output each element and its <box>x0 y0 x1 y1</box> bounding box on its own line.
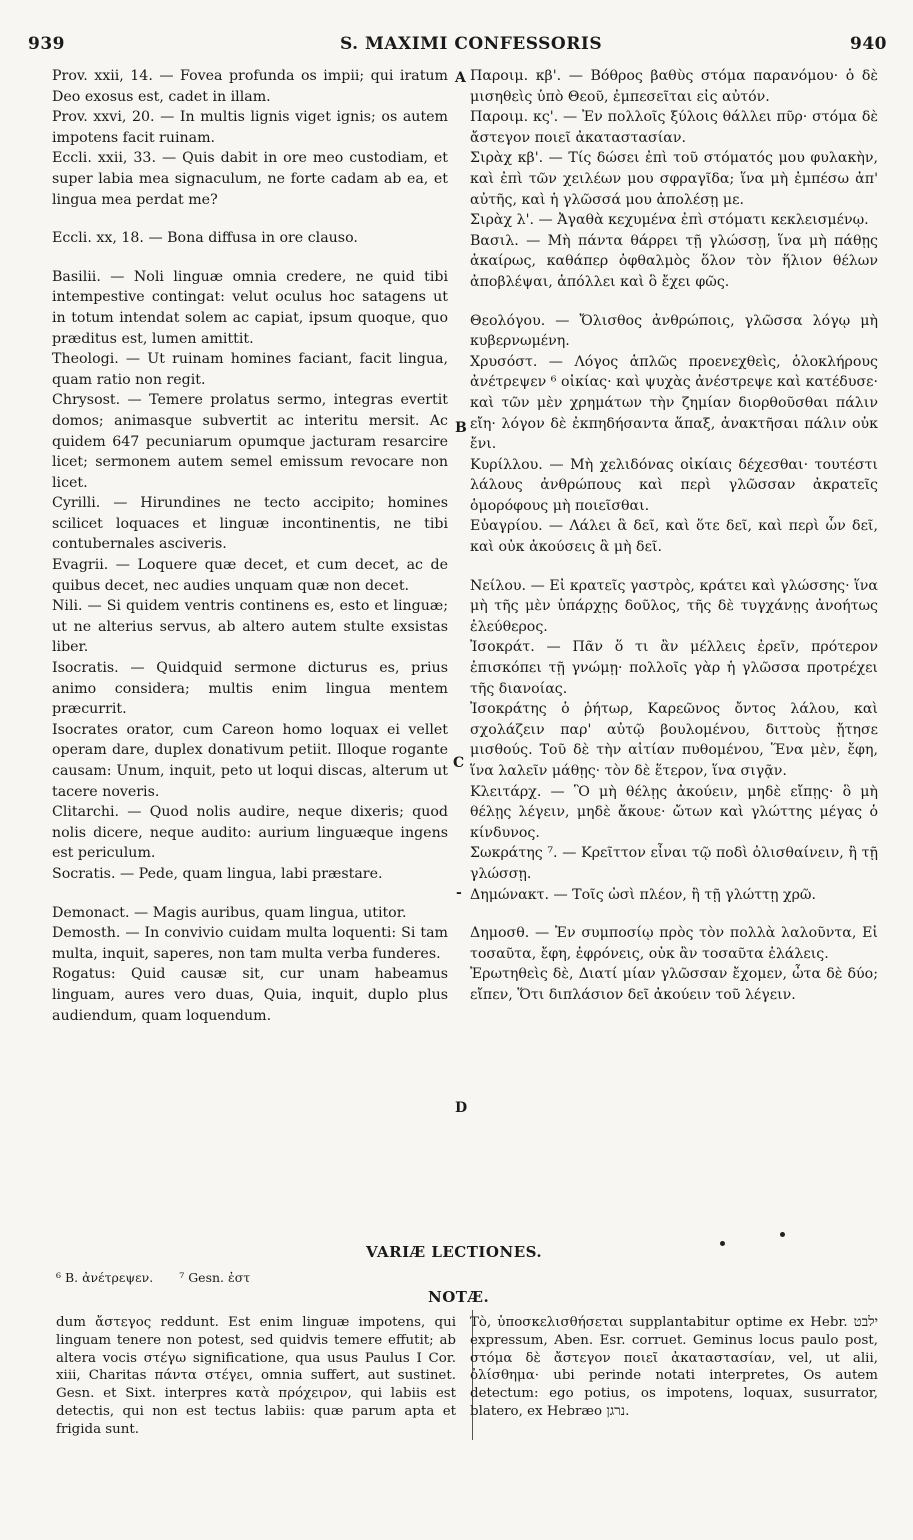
variant-reading: ⁷ Gesn. ἐστ <box>179 1270 251 1285</box>
greek-paragraph: Ἐρωτηθεὶς δὲ, Διατί μίαν γλῶσσαν ἔχομεν, ὦτα δὲ δύο; εἴπεν, Ὅτι διπλάσιον δεῖ ἀκούειν τοῦ λέγειν. <box>470 966 878 1003</box>
greek-column <box>470 66 878 1006</box>
latin-paragraph: Clitarchi. — Quod nolis audire, neque dixeris; quod nolis dicere, neque audito: aurium linguæque ingens est periculum. <box>52 804 448 862</box>
latin-paragraph: Prov. xxvi, 20. — In multis lignis viget ignis; os autem impotens facit ruinam. <box>52 109 448 146</box>
latin-paragraph: Socratis. — Pede, quam lingua, labi præstare. <box>52 865 383 882</box>
greek-paragraph: Ἰσοκράτ. — Πᾶν ὅ τι ἂν μέλλεις ἐρεῖν, πρότερον ἐπισκόπει τῇ γνώμῃ· πολλοῖς γὰρ ἡ γλῶσσα προτρέχει τῆς διανοίας. <box>470 639 878 697</box>
greek-paragraph: Σιρὰχ κβ'. — Τίς δώσει ἐπὶ τοῦ στόματός μου φυλακὴν, καὶ ἐπὶ τῶν χειλέων μου σφραγῖδα; ἵνα μὴ ἐμπέσω ἀπ' αὐτῆς, καὶ ἡ γλῶσσά μου ἀπολέσῃ με. <box>470 150 878 208</box>
page-number-left: 939 <box>28 34 65 54</box>
variant-reading: ⁶ B. ἀνέτρεψεν. <box>56 1270 154 1285</box>
latin-paragraph: Rogatus: Quid causæ sit, cur unam habeamus linguam, aures vero duas, Quia, inquit, duplo plus audiendum, quam loquendum. <box>52 966 448 1024</box>
notes-left-column <box>56 1314 456 1439</box>
variae-lectiones-heading: VARIÆ LECTIONES. <box>366 1243 543 1261</box>
greek-paragraph: Κλειτάρχ. — Ὃ μὴ θέλῃς ἀκούειν, μηδὲ εἴπῃς· ὃ μὴ θέλῃς λέγειν, μηδὲ ἄκουε· ὤτων καὶ γλώττης μέγας ὁ κίνδυνος. <box>470 783 878 841</box>
latin-paragraph: Demosth. — In convivio cuidam multa loquenti: Si tam multa, inquit, saperes, non tam multa verba funderes. <box>52 925 448 962</box>
latin-paragraph: Basilii. — Noli linguæ omnia credere, ne quid tibi intempestive contingat: velut oculus hoc satagens ut in totum intendat solem ac capiat, ipsum quoque, quo præditus est, lumen amittit. <box>52 268 448 347</box>
greek-paragraph: Βασιλ. — Μὴ πάντα θάρρει τῇ γλώσσῃ, ἵνα μὴ πάθῃς ἀκαίρως, καθάπερ ὀφθαλμὸς ὅλον τὸν ἥλιον θέλων ἀποβλέψαι, ἀπόλλει καὶ ὃ ἔχει φῶς. <box>470 232 878 290</box>
greek-paragraph: Κυρίλλου. — Μὴ χελιδόνας οἰκίαις δέχεσθαι· τουτέστι λάλους ἀνθρώπους καὶ περὶ γλῶσσαν ἀκρατεῖς ὁμορόφους μὴ ποιεῖσθαι. <box>470 456 878 514</box>
running-title: S. MAXIMI CONFESSORIS <box>340 34 603 54</box>
greek-paragraph: Παροιμ. κς'. — Ἐν πολλοῖς ξύλοις θάλλει πῦρ· στόμα δὲ ἄστεγον ποιεῖ ἀκαταστασίαν. <box>470 109 878 146</box>
latin-paragraph: Chrysost. — Temere prolatus sermo, integras evertit domos; animasque subvertit ac interitu mersit. Ac quidem 647 pecuniarum opumque jacturam resarcire licet; sermonem autem semel emissum revocare non licet. <box>52 392 448 491</box>
latin-paragraph: Evagrii. — Loquere quæ decet, et cum decet, ac de quibus decet, nec audies unquam quæ non decet. <box>52 557 448 594</box>
margin-letter-d: D <box>455 1100 468 1116</box>
latin-paragraph: Isocrates orator, cum Careon homo loquax ei vellet operam dare, duplex donativum petiit. Illoque rogante causam: Unum, inquit, peto ut loqui discas, alterum ut tacere noveris. <box>52 721 448 800</box>
margin-letter-a: A <box>455 70 466 86</box>
note-text: Τὸ, ὑποσκελισθήσεται supplantabitur optime ex Hebr. ילבט expressum, Aben. Esr. corruet. Geminus locus paulo post, στόμα δὲ ἄστεγον ποιεῖ ἀκαταστασίαν, vel, ut alii, ὀλίσθημα· ubi perinde notati interpretes, Os autem detectum: ego potius, os impotens, loquax, susurrator, blatero, ex Hebræo נרגן. <box>470 1315 878 1419</box>
notes-right-column <box>470 1314 878 1421</box>
greek-paragraph: Παροιμ. κβ'. — Βόθρος βαθὺς στόμα παρανόμου· ὁ δὲ μισηθεὶς ὑπὸ Θεοῦ, ἐμπεσεῖται εἰς αὐτόν. <box>470 68 878 105</box>
greek-paragraph: Νείλου. — Εἰ κρατεῖς γαστρὸς, κράτει καὶ γλώσσης· ἵνα μὴ τῆς μὲν ὑπάρχῃς δοῦλος, τῆς δὲ τυγχάνῃς ἀνοήτως ἐλεύθερος. <box>470 577 878 635</box>
ink-dot <box>780 1232 785 1237</box>
latin-paragraph: Eccli. xxii, 33. — Quis dabit in ore meo custodiam, et super labia mea signaculum, ne forte cadam ab ea, et lingua mea perdat me? <box>52 150 448 208</box>
latin-paragraph: Nili. — Si quidem ventris continens es, esto et linguæ; ut ne alterius servus, ab altero autem stulte exsistas liber. <box>52 598 448 656</box>
latin-paragraph: Theologi. — Ut ruinam homines faciant, facit lingua, quam ratio non regit. <box>52 351 448 388</box>
margin-letter-b: B <box>455 420 467 436</box>
variae-lectiones <box>56 1270 250 1285</box>
page-number-right: 940 <box>850 34 887 54</box>
margin-letter-c: C <box>453 755 465 771</box>
margin-dash: - <box>456 885 462 901</box>
greek-paragraph: Σιρὰχ λ'. — Ἀγαθὰ κεχυμένα ἐπὶ στόματι κεκλεισμένῳ. <box>470 212 869 229</box>
latin-paragraph: Isocratis. — Quidquid sermone dicturus es, prius animo considera; multis enim lingua mentem præcurrit. <box>52 660 448 718</box>
latin-paragraph: Prov. xxii, 14. — Fovea profunda os impii; qui iratum Deo exosus est, cadet in illam. <box>52 68 448 105</box>
latin-paragraph: Cyrilli. — Hirundines ne tecto accipito; homines scilicet loquaces et linguæ incontinentis, ne tibi contubernales asciveris. <box>52 495 448 553</box>
greek-paragraph: Δημώνακτ. — Τοῖς ὠσὶ πλέον, ἢ τῇ γλώττῃ χρῶ. <box>470 886 817 903</box>
ink-dot <box>720 1241 725 1246</box>
greek-paragraph: Εὐαγρίου. — Λάλει ἃ δεῖ, καὶ ὅτε δεῖ, καὶ περὶ ὧν δεῖ, καὶ οὐκ ἀκούσεις ἃ μὴ δεῖ. <box>470 518 878 556</box>
latin-paragraph: Demonact. — Magis auribus, quam lingua, utitor. <box>52 904 407 921</box>
greek-paragraph: Χρυσόστ. — Λόγος ἁπλῶς προενεχθεὶς, ὁλοκλήρους ἀνέτρεψεν ⁶ οἰκίας· καὶ ψυχὰς ἀνέστρεψε καὶ κατέδυσε· καὶ τῶν μὲν χρημάτων τὴν ζημίαν διορθοῦσθαι πάλιν εἴη· λόγον δὲ ἐκπηδήσαντα ἅπαξ, ἀνακτῆσαι πάλιν οὐκ ἔνι. <box>470 353 878 453</box>
notae-heading: NOTÆ. <box>428 1288 490 1306</box>
greek-paragraph: Δημοσθ. — Ἐν συμποσίῳ πρὸς τὸν πολλὰ λαλοῦντα, Εἰ τοσαῦτα, ἔφη, ἐφρόνεις, οὐκ ἂν τοσαῦτα ἐλάλεις. <box>470 925 878 962</box>
latin-paragraph: Eccli. xx, 18. — Bona diffusa in ore clauso. <box>52 230 358 247</box>
latin-column <box>52 66 448 1026</box>
greek-paragraph: Ἰσοκράτης ὁ ῥήτωρ, Καρεῶνος ὄντος λάλου, καὶ σχολάζειν παρ' αὐτῷ βουλομένου, διττοὺς ᾔτησε μισθούς. Τοῦ δὲ τὴν αἰτίαν πυθομένου, Ἕνα μὲν, ἔφη, ἵνα λαλεῖν μάθῃς· τὸν δὲ ἕτερον, ἵνα σιγᾷν. <box>470 701 878 779</box>
greek-paragraph: Σωκράτης ⁷. — Κρεῖττον εἶναι τῷ ποδὶ ὀλισθαίνειν, ἢ τῇ γλώσσῃ. <box>470 845 878 882</box>
greek-paragraph: Θεολόγου. — Ὄλισθος ἀνθρώποις, γλῶσσα λόγῳ μὴ κυβερνωμένη. <box>470 312 878 350</box>
note-text: dum ἄστεγος reddunt. Est enim linguæ impotens, qui linguam tenere non potest, sed quidvis temere effutit; ab altera vocis στέγω significatione, qua usus Paulus I Cor. xiii, Charitas πάντα στέγει, omnia suffert, aut sustinet. Gesn. et Sixt. interpres κατὰ πρόχειρον, qui labiis est detectis, qui non est tectus labiis: quæ parum apta et frigida sunt. <box>56 1315 456 1437</box>
